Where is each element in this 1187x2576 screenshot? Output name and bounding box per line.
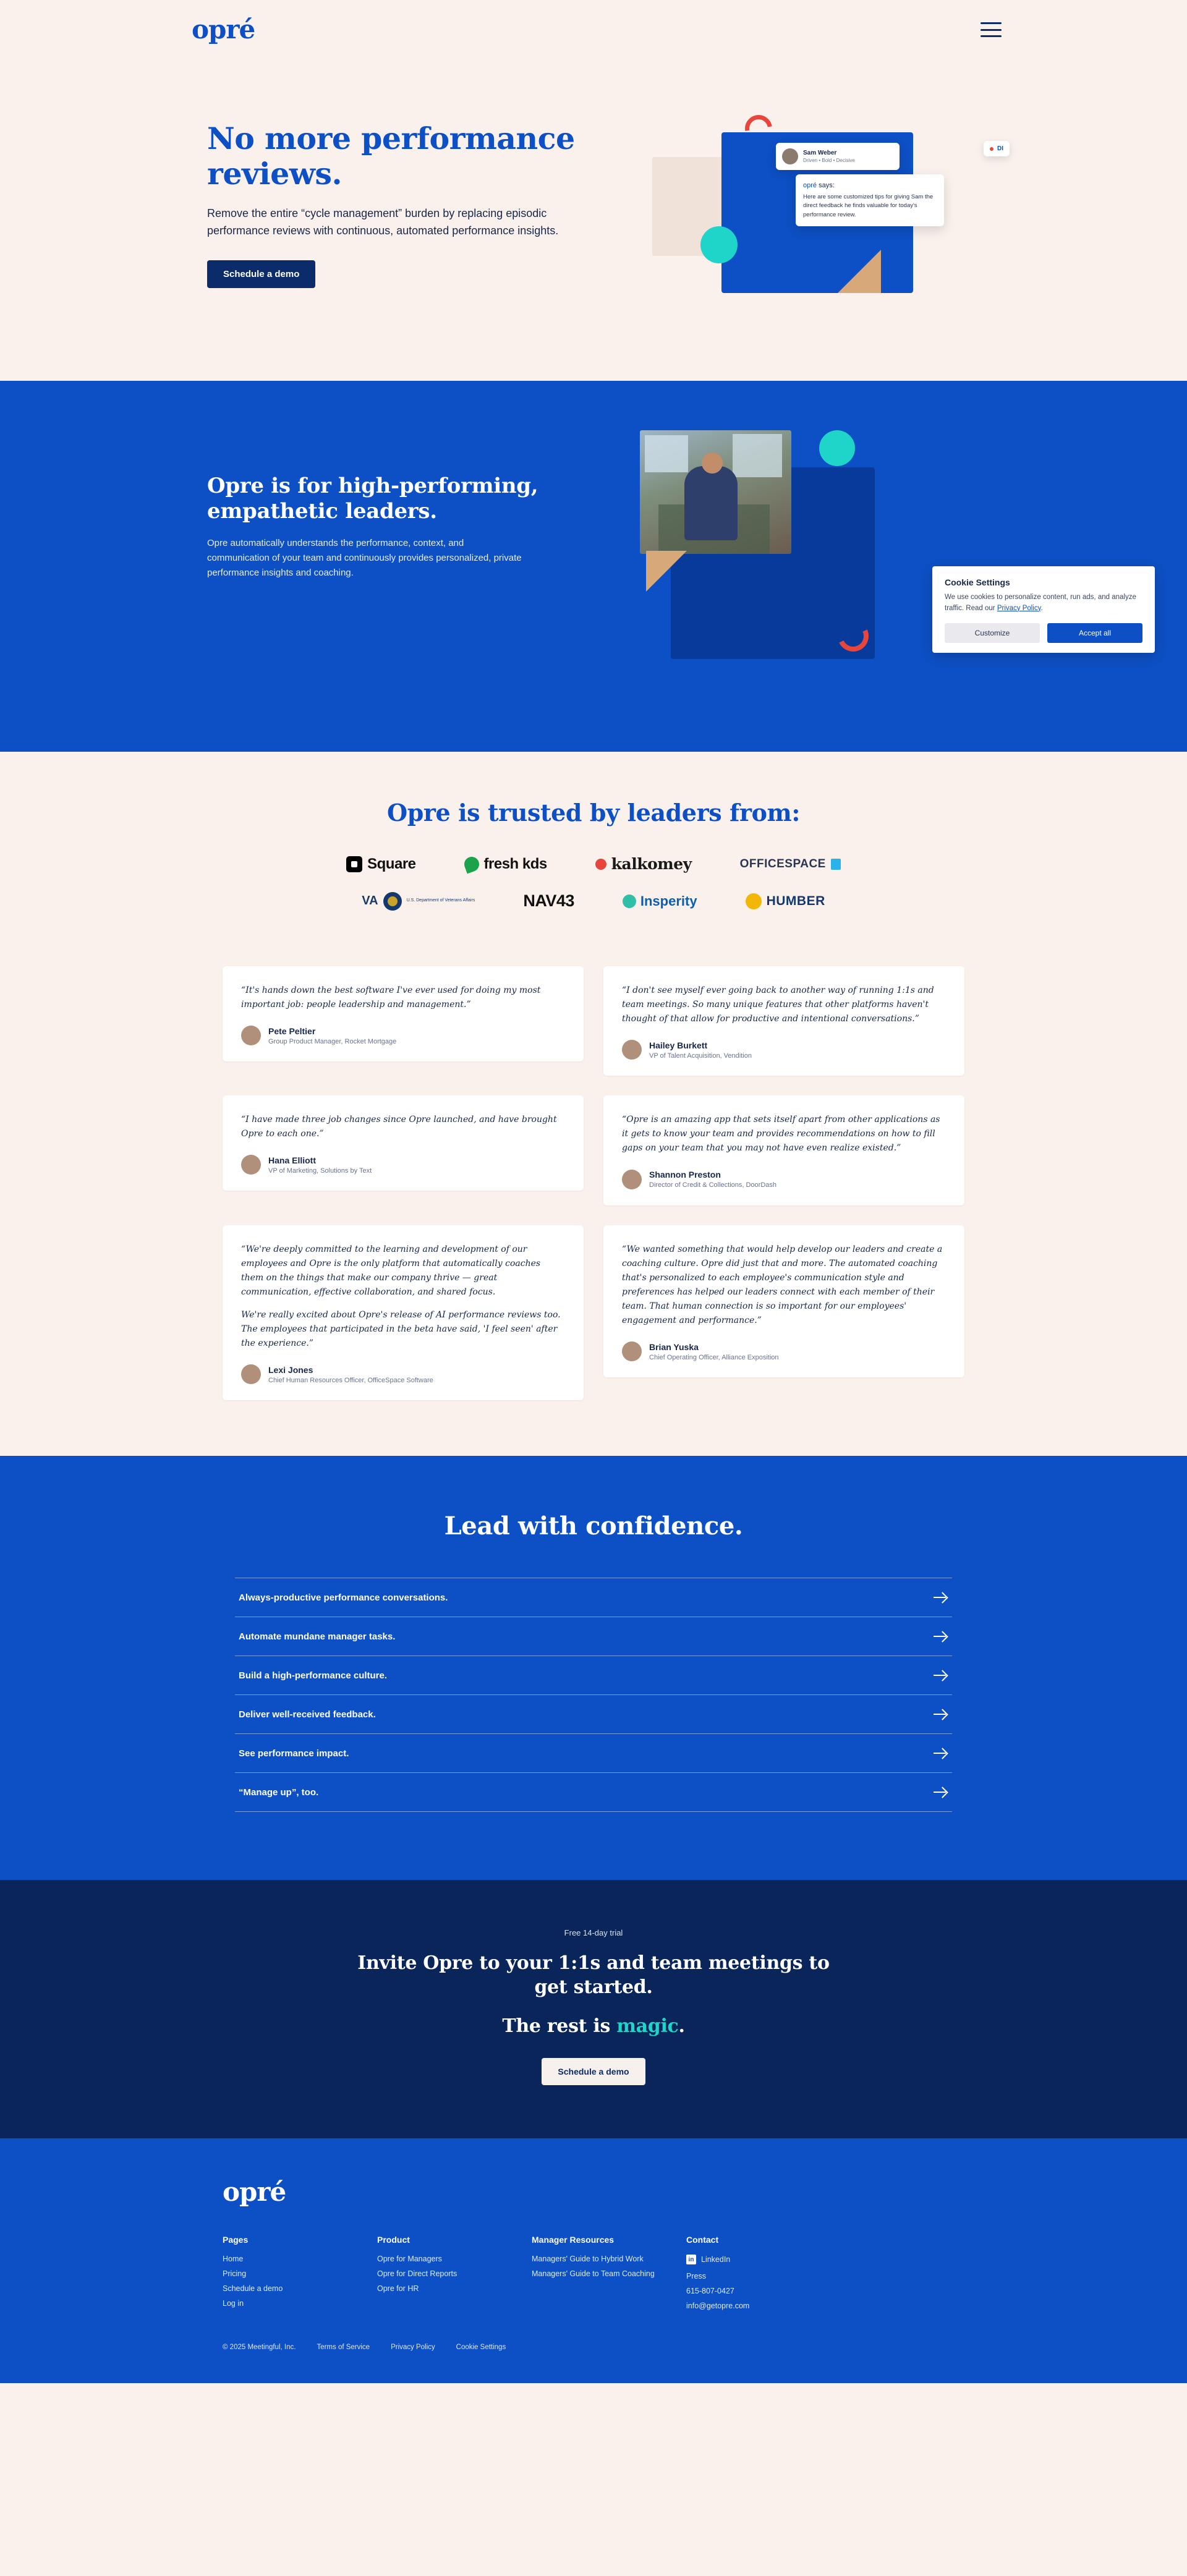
officespace-logo xyxy=(740,857,841,871)
footer-link-opre-direct-reports[interactable]: Opre for Direct Reports xyxy=(377,2269,457,2279)
kalkomey-logo xyxy=(595,855,692,873)
accordion-label: Always-productive performance conversations. xyxy=(239,1592,448,1603)
avatar xyxy=(241,1155,261,1175)
footer-link-opre-hr[interactable]: Opre for HR xyxy=(377,2284,419,2293)
testimonial-role: VP of Marketing, Solutions by Text xyxy=(268,1167,372,1175)
avatar xyxy=(622,1040,642,1060)
footer-link-schedule-demo[interactable]: Schedule a demo xyxy=(223,2284,283,2293)
testimonial-name: Hana Elliott xyxy=(268,1155,317,1165)
testimonial-role: Chief Human Resources Officer, OfficeSpace Software xyxy=(268,1376,433,1384)
testimonial-name: Pete Peltier xyxy=(268,1026,316,1036)
leaders-title: Opre is for high-performing, empathetic leaders. xyxy=(207,474,538,524)
humber-logo xyxy=(746,893,825,909)
hero-title: No more performance reviews. xyxy=(207,121,575,192)
testimonial-quote: “I have made three job changes since Opre launched, and have brought Opre to each one.” xyxy=(241,1115,557,1139)
trusted-section xyxy=(0,752,1187,954)
accordion-label: See performance impact. xyxy=(239,1748,349,1759)
testimonial-role: Chief Operating Officer, Alliance Exposition xyxy=(649,1353,779,1361)
testimonial-card xyxy=(603,1225,964,1378)
footer-link-linkedin[interactable] xyxy=(686,2255,884,2264)
testimonials-section xyxy=(0,954,1187,1456)
nav43-logo xyxy=(523,891,574,911)
footer-column-title: Product xyxy=(377,2235,410,2245)
leaders-shape-tan-triangle xyxy=(646,551,687,592)
cta-headline: Invite Opre to your 1:1s and team meetings to get started. xyxy=(357,1952,830,1999)
testimonial-quote: “We're deeply committed to the learning and development of our employees and Opre is the only platform that automatically coaches them on the things that make our company thrive — great communication, effective collaboration, and shared focus. xyxy=(241,1244,541,1297)
site-footer xyxy=(0,2138,1187,2383)
testimonial-card xyxy=(603,1095,964,1205)
freshkds-logo xyxy=(464,856,547,873)
cta-sub-a: The rest is xyxy=(502,2015,617,2038)
menu-icon[interactable] xyxy=(981,22,1002,37)
logo-label: OFFICESPACE xyxy=(739,857,826,870)
testimonial-quote: “Opre is an amazing app that sets itself apart from other applications as it gets to know your team and provides recommendations on how to fill gaps on your team that you may not have even realize existed.” xyxy=(622,1115,940,1154)
footer-link-login[interactable]: Log in xyxy=(223,2299,244,2308)
testimonial-card xyxy=(223,1225,584,1401)
cta-sub-c: . xyxy=(678,2015,685,2038)
arrow-right-icon[interactable] xyxy=(934,1746,947,1760)
footer-link-team-coaching-guide[interactable]: Managers' Guide to Team Coaching xyxy=(532,2269,655,2279)
footer-logo[interactable]: opré xyxy=(223,2177,286,2208)
hero-person-card xyxy=(776,143,900,170)
arrow-right-icon[interactable] xyxy=(934,1785,947,1799)
testimonial-card xyxy=(223,1095,584,1191)
logo-wall xyxy=(229,855,958,911)
person-name: Sam Weber xyxy=(803,150,837,156)
person-traits: Driven • Bold • Decisive xyxy=(803,158,855,163)
accordion-label: Build a high-performance culture. xyxy=(239,1670,388,1681)
lead-section xyxy=(0,1456,1187,1880)
cookie-body xyxy=(945,592,1142,614)
testimonial-quote: “We wanted something that would help develop our leaders and create a coaching culture. Opre did just that and more. The automated coaching that's personalized to each employee's communication style and preferences has helped our leaders connect with each member of their team. That human connection is so important for our employees' engagement and performance.” xyxy=(622,1244,943,1326)
brand-logo[interactable]: opré xyxy=(192,14,255,45)
footer-link-hybrid-work-guide[interactable]: Managers' Guide to Hybrid Work xyxy=(532,2255,644,2264)
logo-label: NAV43 xyxy=(523,891,574,910)
logo-sublabel: U.S. Department of Veterans Affairs xyxy=(406,898,475,903)
trusted-title: Opre is trusted by leaders from: xyxy=(387,799,800,827)
footer-link-pricing[interactable]: Pricing xyxy=(223,2269,247,2279)
schedule-demo-button-cta[interactable]: Schedule a demo xyxy=(542,2058,645,2085)
logo-label: Square xyxy=(367,855,416,872)
square-logo xyxy=(346,856,415,873)
leaders-photo xyxy=(640,430,791,554)
logo-label: fresh kds xyxy=(483,855,547,872)
linkedin-icon: in xyxy=(686,2255,696,2264)
cookie-customize-button[interactable]: Customize xyxy=(945,623,1040,643)
cta-subline xyxy=(0,2015,1187,2037)
logo-label: kalkomey xyxy=(611,855,692,873)
footer-email[interactable]: info@getopre.com xyxy=(686,2302,750,2311)
privacy-policy-link[interactable]: Privacy Policy xyxy=(997,604,1041,612)
testimonial-quote: “I don't see myself ever going back to another way of running 1:1s and team meetings. So many unique features that other platforms haven't thought of that allow for productive and intentional conversations.” xyxy=(622,985,934,1024)
leaders-body: Opre automatically understands the performance, context, and communication of your team and continuously provides personalized, private performance insights and coaching. xyxy=(207,537,522,578)
arrow-right-icon[interactable] xyxy=(934,1707,947,1721)
footer-phone[interactable]: 615-807-0427 xyxy=(686,2287,734,2296)
accordion-item[interactable] xyxy=(235,1695,952,1734)
footer-column-pages xyxy=(223,2235,377,2316)
cookie-settings-link[interactable]: Cookie Settings xyxy=(456,2344,506,2352)
copyright: © 2025 Meetingful, Inc. xyxy=(223,2344,296,2352)
hero-shape-teal-circle xyxy=(700,226,738,263)
footer-column-title: Manager Resources xyxy=(532,2235,615,2245)
cookie-title: Cookie Settings xyxy=(945,577,1010,587)
testimonial-quote: “It's hands down the best software I've ever used for doing my most important job: people leadership and management.” xyxy=(241,985,541,1010)
arrow-right-icon[interactable] xyxy=(934,1591,947,1604)
testimonial-role: Group Product Manager, Rocket Mortgage xyxy=(268,1037,397,1045)
site-header xyxy=(0,0,1187,59)
terms-of-service-link[interactable]: Terms of Service xyxy=(317,2344,370,2352)
accordion-item[interactable] xyxy=(235,1734,952,1773)
avatar xyxy=(622,1170,642,1189)
tip-says: says: xyxy=(817,182,835,189)
tip-body: Here are some customized tips for giving Sam the direct feedback he finds valuable for today's performance review. xyxy=(803,193,934,218)
cta-sub-highlight: magic xyxy=(616,2015,679,2038)
footer-link-home[interactable]: Home xyxy=(223,2255,244,2264)
footer-column-contact xyxy=(686,2235,884,2316)
footer-column-title: Pages xyxy=(223,2235,249,2245)
va-logo xyxy=(362,892,475,911)
page-bottom-strip xyxy=(0,2383,1187,2412)
footer-link-press[interactable]: Press xyxy=(686,2272,706,2281)
leaders-section xyxy=(0,381,1187,752)
leaders-shape-teal-circle xyxy=(819,430,855,466)
footer-column-product xyxy=(377,2235,532,2316)
footer-link-opre-managers[interactable]: Opre for Managers xyxy=(377,2255,442,2264)
accordion-item[interactable] xyxy=(235,1578,952,1617)
avatar xyxy=(241,1026,261,1045)
testimonial-card xyxy=(223,966,584,1061)
lead-title: Lead with confidence. xyxy=(444,1511,743,1541)
cookie-body-text: We use cookies to personalize content, run ads, and analyze traffic. Read our xyxy=(945,593,1136,612)
avatar xyxy=(782,148,798,164)
hero-section xyxy=(0,59,1187,381)
cookie-body-period: . xyxy=(1040,604,1043,612)
cookie-accept-all-button[interactable]: Accept all xyxy=(1047,623,1142,643)
logo-label: Insperity xyxy=(640,893,697,909)
testimonial-grid xyxy=(223,966,964,1400)
testimonial-name: Shannon Preston xyxy=(649,1170,721,1180)
accordion-label: “Manage up”, too. xyxy=(239,1787,319,1798)
hero-tip-card xyxy=(796,174,944,226)
hero-subtitle: Remove the entire “cycle management” burden by replacing episodic performance reviews with continuous, automated performance insights. xyxy=(207,206,559,237)
tip-brand: opré xyxy=(803,182,817,189)
arrow-right-icon[interactable] xyxy=(934,1630,947,1643)
testimonial-name: Lexi Jones xyxy=(268,1364,313,1375)
hero-trait-pill xyxy=(984,141,1010,156)
arrow-right-icon[interactable] xyxy=(934,1668,947,1682)
testimonial-role: VP of Talent Acquisition, Vendition xyxy=(649,1052,752,1060)
testimonial-quote-2: We're really excited about Opre's release of AI performance reviews too. The employees that participated in the beta have said, 'I feel seen' after the experience.” xyxy=(241,1309,561,1349)
testimonial-name: Hailey Burkett xyxy=(649,1040,708,1050)
cookie-settings-banner xyxy=(932,566,1155,653)
insperity-logo xyxy=(623,893,697,909)
accordion-label: Deliver well-received feedback. xyxy=(239,1709,376,1720)
leaders-illustration xyxy=(634,424,980,702)
privacy-policy-link-footer[interactable]: Privacy Policy xyxy=(391,2344,435,2352)
accordion-item[interactable] xyxy=(235,1617,952,1656)
testimonial-role: Director of Credit & Collections, DoorDash xyxy=(649,1181,777,1189)
schedule-demo-button-hero[interactable]: Schedule a demo xyxy=(207,260,315,288)
accordion-item[interactable] xyxy=(235,1656,952,1695)
trait-label: DI xyxy=(997,145,1003,152)
testimonial-card xyxy=(603,966,964,1076)
dot-icon xyxy=(990,147,993,151)
hero-illustration xyxy=(652,109,1003,313)
testimonial-name: Brian Yuska xyxy=(649,1341,699,1352)
free-trial-label: Free 14-day trial xyxy=(564,1928,623,1938)
linkedin-label: LinkedIn xyxy=(701,2255,731,2264)
hero-shape-tan-triangle xyxy=(838,250,881,293)
feature-accordion xyxy=(235,1578,952,1812)
cta-section xyxy=(0,1880,1187,2138)
footer-bottom-bar xyxy=(223,2344,964,2351)
accordion-item[interactable] xyxy=(235,1773,952,1812)
logo-label: VA xyxy=(362,894,378,908)
avatar xyxy=(622,1341,642,1361)
avatar xyxy=(241,1364,261,1384)
footer-column-manager-resources xyxy=(532,2235,686,2316)
logo-label: HUMBER xyxy=(766,893,825,908)
accordion-label: Automate mundane manager tasks. xyxy=(239,1631,396,1642)
footer-column-title: Contact xyxy=(686,2235,719,2245)
